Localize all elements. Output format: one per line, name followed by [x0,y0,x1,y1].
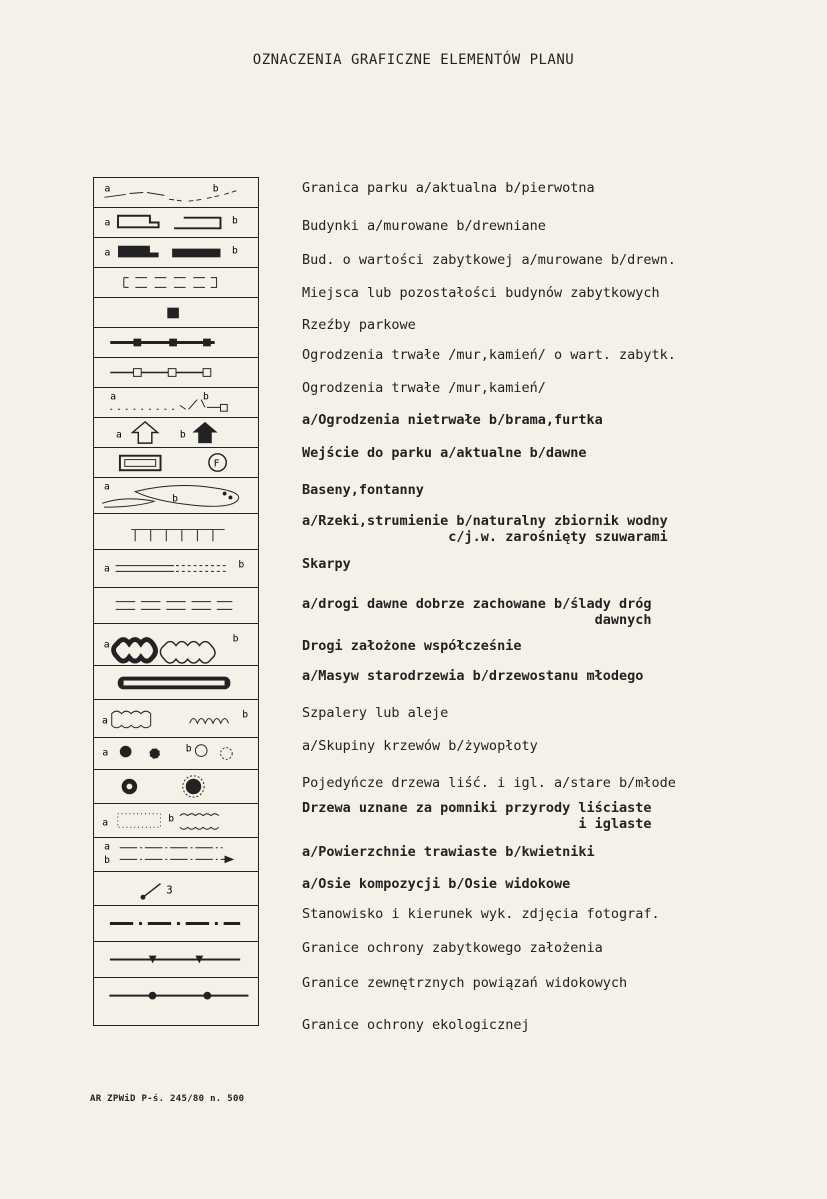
svg-text:b: b [104,855,111,867]
svg-text:3: 3 [166,883,173,897]
symbol-rivers-ponds [94,478,258,514]
legend-row-label [302,556,351,572]
legend-label-text: a/Ogrodzenia nietrwałe b/brama,furtka [302,412,603,428]
footer-reference: AR ZPWiD P-ś. 245/80 n. 500 [90,1094,245,1104]
legend-row-label [302,975,627,991]
legend-label-text: a/Powierzchnie trawiaste b/kwietniki [302,844,595,860]
legend-label-text: Drzewa uznane za pomniki przyrody liściaste [302,800,652,816]
legend-label-text: Bud. o wartości zabytkowej a/murowane b/drewn. [302,252,676,268]
legend-row-label [302,775,676,791]
symbol-park-boundary [94,178,258,208]
legend-row-label [302,252,676,268]
symbol-photo-position [94,872,258,906]
legend-label-text: Granice ochrony ekologicznej [302,1017,530,1033]
legend-label-text: Budynki a/murowane b/drewniane [302,218,546,234]
symbol-historic-buildings [94,238,258,268]
svg-text:b: b [203,391,209,403]
symbol-alleys [94,666,258,700]
legend-label-text: a/drogi dawne dobrze zachowane b/ślady dróg [302,596,652,612]
legend-row-label [302,638,521,654]
symbol-axes [94,838,258,872]
legend-label-text: Wejście do parku a/aktualne b/dawne [302,445,587,461]
legend-label-text: Stanowisko i kierunek wyk. zdjęcia fotograf. [302,906,660,922]
legend-symbol-column [93,177,259,1026]
legend-label-continuation: i iglaste [578,816,652,832]
svg-text:b: b [242,709,249,721]
legend-row-label [302,380,546,396]
svg-text:a: a [103,563,110,575]
legend-label-text: a/Skupiny krzewów b/żywopłoty [302,738,538,754]
legend-row-label [302,738,538,754]
svg-text:a: a [104,247,111,259]
legend-label-text: Granice ochrony zabytkowego założenia [302,940,603,956]
legend-label-text: Rzeźby parkowe [302,317,416,333]
svg-text:a: a [116,429,122,441]
legend-row-label [302,513,668,545]
page-title: OZNACZENIA GRAFICZNE ELEMENTÓW PLANU [252,52,575,68]
symbol-pools-fountains [94,448,258,478]
legend-row-label [302,347,676,363]
symbol-ruins [94,268,258,298]
svg-text:a: a [103,639,110,651]
svg-text:a: a [110,391,117,403]
legend-row-label [302,285,660,301]
symbol-heritage-protection-boundary [94,906,258,942]
svg-text:a: a [104,183,111,195]
svg-text:b: b [168,813,175,825]
legend-label-text: a/Rzeki,strumienie b/naturalny zbiornik wodny [302,513,668,529]
svg-text:b: b [172,493,178,505]
symbol-buildings [94,208,258,238]
svg-text:b: b [185,743,192,755]
symbol-lawns-flowerbeds [94,804,258,838]
legend-row-label [302,906,660,922]
legend-row-label [302,940,603,956]
svg-text:b: b [232,245,238,257]
svg-text:a: a [104,481,110,493]
symbol-single-trees [94,738,258,770]
svg-text:b: b [212,183,219,195]
legend-label-text: a/Masyw starodrzewia b/drzewostanu młodego [302,668,644,684]
svg-text:b: b [179,429,186,441]
symbol-temporary-fence [94,388,258,418]
symbol-old-stand [94,624,258,666]
symbol-historic-fence [94,328,258,358]
legend-row-label [302,844,595,860]
legend-label-continuation: c/j.w. zarośnięty szuwarami [448,529,668,545]
legend-label-text: Pojedyńcze drzewa liść. i igl. a/stare b/młode [302,775,676,791]
svg-text:F: F [213,458,220,470]
legend-label-text: Ogrodzenia trwałe /mur,kamień/ [302,380,546,396]
legend-row-label [302,876,570,892]
legend-label-text: a/Osie kompozycji b/Osie widokowe [302,876,571,892]
legend-label-text: Skarpy [302,556,351,572]
svg-text:a: a [104,841,111,853]
legend-row-label [302,705,448,721]
svg-text:a: a [102,747,109,759]
legend-row-label [302,800,652,832]
symbol-park-entrance [94,418,258,448]
legend-row-label [302,180,595,196]
legend-label-text: Baseny,fontanny [302,482,424,498]
legend-row-label [302,668,643,684]
symbol-shrubs-hedges [94,700,258,738]
legend-row-label [302,445,586,461]
symbol-old-roads [94,550,258,588]
svg-text:a: a [104,217,111,229]
legend-row-label [302,1017,530,1033]
legend-row-label [302,412,603,428]
svg-text:b: b [238,559,245,571]
legend-row-label [302,317,416,333]
symbol-natural-monuments [94,770,258,804]
legend-label-text: Miejsca lub pozostałości budynów zabytkowych [302,285,660,301]
svg-text:a: a [102,715,108,727]
legend-label-text: Ogrodzenia trwałe /mur,kamień/ o wart. zabytk. [302,347,676,363]
legend-label-text: Granica parku a/aktualna b/pierwotna [302,180,595,196]
legend-row-label [302,482,424,498]
symbol-view-links-boundary [94,942,258,978]
legend-label-text: Szpalery lub aleje [302,705,449,721]
legend-label-text: Drogi założone współcześnie [302,638,522,654]
symbol-fence [94,358,258,388]
svg-text:b: b [232,215,238,227]
svg-text:a: a [102,817,109,829]
legend-row-label [302,218,546,234]
symbol-escarpment [94,514,258,550]
symbol-modern-roads [94,588,258,624]
svg-text:b: b [232,633,239,645]
symbol-ecological-protection-boundary [94,978,258,1026]
legend-label-text: Granice zewnętrznych powiązań widokowych [302,975,628,991]
legend-label-continuation: dawnych [594,612,652,628]
legend-row-label [302,596,652,628]
symbol-sculpture [94,298,258,328]
